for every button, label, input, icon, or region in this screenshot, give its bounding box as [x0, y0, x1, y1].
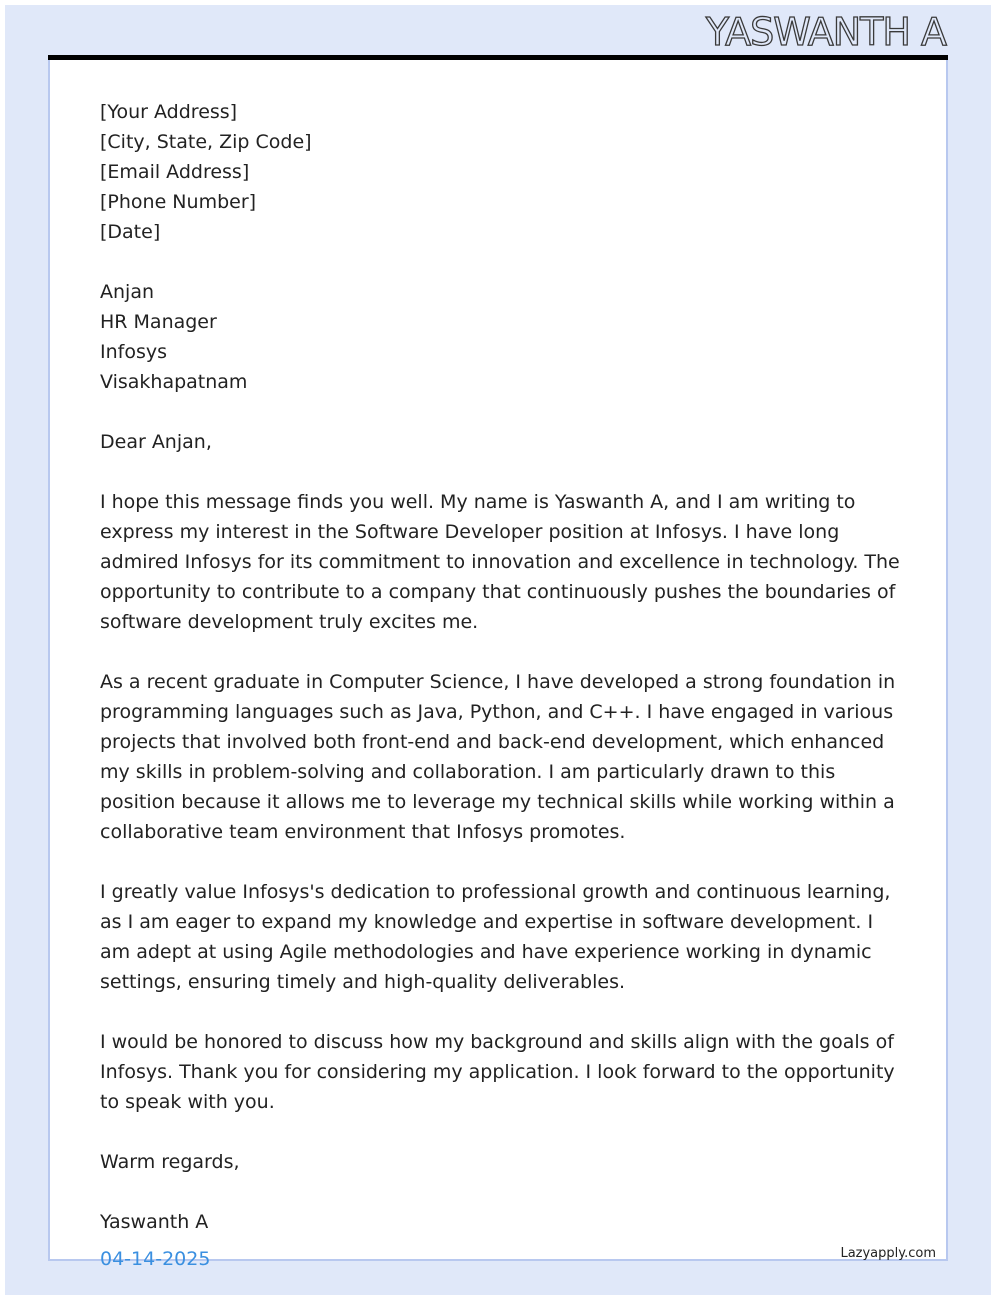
sender-phone: [Phone Number] [100, 191, 257, 213]
sender-city-state-zip: [City, State, Zip Code] [100, 131, 312, 153]
spacer [100, 1117, 900, 1147]
recipient-title: HR Manager [100, 311, 217, 333]
closing: Warm regards, [100, 1151, 240, 1173]
recipient-location: Visakhapatnam [100, 371, 248, 393]
letter-body [100, 97, 900, 1237]
salutation: Dear Anjan, [100, 431, 212, 453]
sender-date: [Date] [100, 221, 161, 243]
watermark-text: Lazyapply.com [840, 1246, 936, 1261]
footer-date: 04-14-2025 [100, 1248, 211, 1270]
body-paragraph: I hope this message finds you well. My name is Yaswanth A, and I am writing to express my interest in the Software Developer position at Infosys. I have long admired Infosys for its commitment to innovation and excellence in technology. The opportunity to contribute to a company that continuously pushes the boundaries of software development truly excites me. [100, 491, 900, 633]
spacer [100, 457, 900, 487]
spacer [100, 247, 900, 277]
sender-address: [Your Address] [100, 101, 238, 123]
recipient-name: Anjan [100, 281, 155, 303]
signature-name: Yaswanth A [100, 1211, 209, 1233]
spacer [100, 397, 900, 427]
applicant-name-header: YASWANTH A [705, 10, 946, 54]
body-paragraph: As a recent graduate in Computer Science, I have developed a strong foundation in programming languages such as Java, Python, and C++. I have engaged in various projects that involved both front-end and back-end development, which enhanced my skills in problem-solving and collaboration. I am particularly drawn to this position because it allows me to leverage my technical skills while working within a collaborative team environment that Infosys promotes. [100, 671, 896, 843]
spacer [100, 1177, 900, 1207]
spacer [100, 637, 900, 667]
body-paragraph: I greatly value Infosys's dedication to professional growth and continuous learning, as I am eager to expand my knowledge and expertise in software development. I am adept at using Agile methodologies and have experience working in dynamic settings, ensuring timely and high-quality deliverables. [100, 881, 891, 993]
spacer [100, 997, 900, 1027]
body-paragraph: I would be honored to discuss how my background and skills align with the goals of Infosys. Thank you for considering my application. I look forward to the opportunity to speak with you. [100, 1031, 895, 1113]
sender-email: [Email Address] [100, 161, 250, 183]
recipient-company: Infosys [100, 341, 168, 363]
spacer [100, 847, 900, 877]
